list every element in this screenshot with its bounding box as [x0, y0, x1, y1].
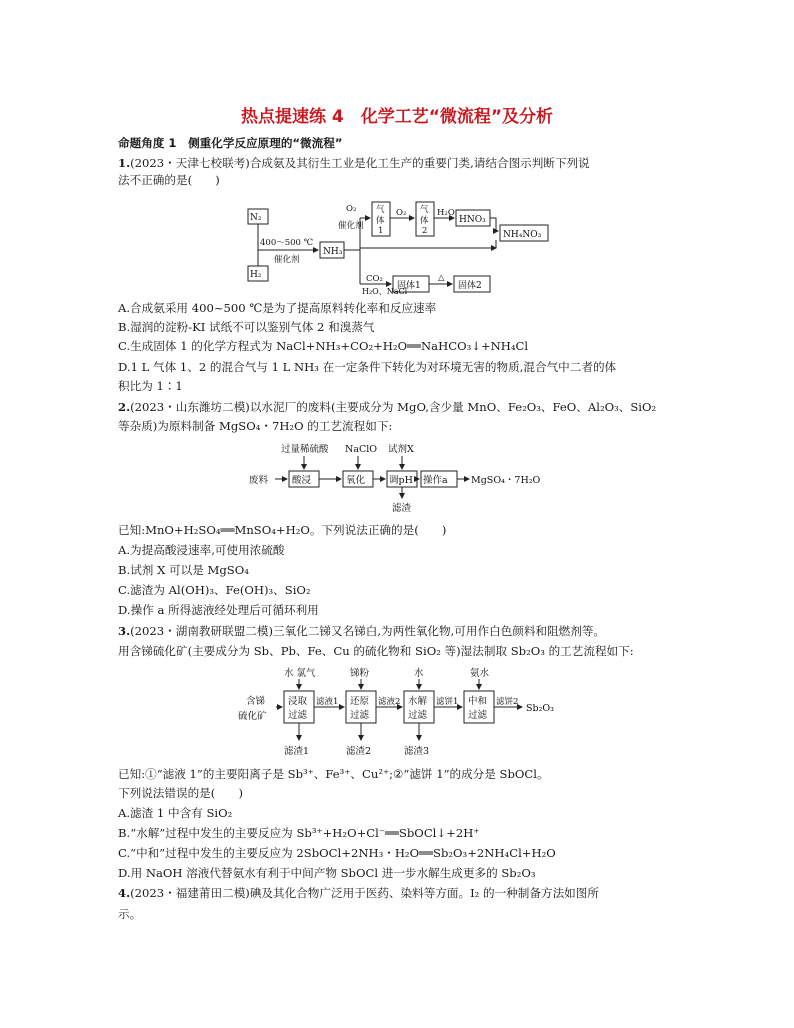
q1-option-c: C.生成固体 1 的化学方程式为 NaCl+NH₃+CO₂+H₂O══NaHCO₃↓+NH₄Cl: [118, 339, 529, 353]
gas2-char3: 2: [422, 226, 428, 236]
q1-option-a: A.合成氨采用 400~500 ℃是为了提高原料转化率和反应速率: [118, 301, 437, 315]
q3-option-d: D.用 NaOH 溶液代替氨水有利于中间产物 SbOCl 进一步水解生成更多的 Sb₂O₃: [118, 866, 536, 880]
q3-option-c: C.“中和”过程中发生的主要反应为 2SbOCl+2NH₃・H₂O══Sb₂O₃+2NH₄Cl+H₂O: [118, 846, 556, 860]
q3-stem-line2: 用含锑硫化矿(主要成分为 Sb、Pb、Fe、Cu 的硫化物和 SiO₂ 等)湿法制取 Sb₂O₃ 的工艺流程如下:: [118, 644, 634, 658]
heat-symbol: △: [438, 273, 445, 283]
q3-number: 3.: [118, 624, 131, 638]
reagent-water: 水: [414, 668, 424, 679]
h2-label: H₂: [250, 270, 262, 280]
q4-stem-text1: (2023・福建莆田二模)碘及其化合物广泛用于医药、染料等方面。I₂ 的一种制备方法如图所: [130, 886, 599, 900]
step-operation-a: 操作a: [423, 475, 448, 486]
q3-known: 已知:①“滤液 1”的主要阳离子是 Sb³⁺、Fe³⁺、Cu²⁺;②“滤饼 1”的成分是 SbOCl。: [118, 767, 549, 781]
step-neutralize: 中和: [468, 696, 488, 707]
q3-option-b: B.“水解”过程中发生的主要反应为 Sb³⁺+H₂O+Cl⁻══SbOCl↓+2H⁺: [118, 826, 480, 840]
q3-ask: 下列说法错误的是( ): [118, 786, 243, 800]
residue-3: 滤渣3: [404, 746, 430, 757]
step-reduce: 还原: [350, 696, 370, 707]
reagent-water-chlorine: 水 氯气: [284, 668, 316, 679]
condition-temp: 400～500 ℃: [260, 238, 314, 248]
step-hydrolysis-filter: 过滤: [408, 710, 428, 721]
filter-cake-2: 滤饼2: [496, 697, 519, 707]
q2-option-b: B.试剂 X 可以是 MgSO₄: [118, 563, 249, 577]
q1-stem-text1: (2023・天津七校联考)合成氨及其衍生工业是化工生产的重要门类,请结合图示判断下列说: [130, 156, 590, 170]
q1-option-d-line2: 积比为 1∶1: [118, 379, 183, 393]
product-mgso4: MgSO₄・7H₂O: [471, 475, 541, 486]
q3-stem-line1: [118, 623, 605, 639]
residue-2: 滤渣2: [346, 746, 372, 757]
co2-reagent: CO₂: [366, 274, 383, 284]
q4-stem-line1: [118, 885, 599, 901]
residue-label: 滤渣: [392, 503, 412, 514]
gas1-char1: 气: [376, 205, 385, 215]
step-oxidize: 氧化: [346, 475, 366, 486]
o2-reagent-2: O₂: [396, 208, 407, 218]
nh4no3-label: NH₄NO₃: [503, 230, 542, 240]
step-leach: 浸取: [288, 696, 308, 707]
q2-stem-line2: 等杂质)为原料制备 MgSO₄・7H₂O 的工艺流程如下:: [118, 419, 393, 433]
gas1-char3: 1: [378, 226, 384, 236]
catalyst-reagent: 催化剂: [338, 221, 364, 231]
q1-option-b: B.湿润的淀粉-KI 试纸不可以鉴别气体 2 和溴蒸气: [118, 320, 375, 334]
feed-line1: 含锑: [246, 696, 266, 707]
q1-stem-line1: [118, 155, 590, 171]
page-title: 热点提速练 4 化学工艺“微流程”及分析: [240, 107, 554, 127]
solid1-label: 固体1: [397, 281, 421, 291]
gas2-char2: 体: [420, 216, 429, 226]
q2-stem-text1: (2023・山东潍坊二模)以水泥厂的废料(主要成分为 MgO,含少量 MnO、Fe₂O₃、FeO、Al₂O₃、SiO₂: [130, 400, 657, 414]
reagent-ammonia: 氨水: [470, 668, 490, 679]
q2-stem-line1: [118, 399, 656, 415]
q2-option-c: C.滤渣为 Al(OH)₃、Fe(OH)₃、SiO₂: [118, 583, 311, 597]
solid2-label: 固体2: [458, 281, 482, 291]
filtrate-1: 滤液1: [316, 697, 339, 707]
n2-label: N₂: [250, 213, 262, 223]
step-reduce-filter: 过滤: [350, 710, 370, 721]
q2-option-d: D.操作 a 所得滤液经处理后可循环利用: [118, 603, 319, 617]
step-neutralize-filter: 过滤: [468, 710, 488, 721]
gas1-char2: 体: [376, 216, 385, 226]
q2-known: 已知:MnO+H₂SO₄══MnSO₄+H₂O。下列说法正确的是( ): [118, 523, 447, 537]
feed-line2: 硫化矿: [238, 711, 267, 722]
step-acid-leach: 酸浸: [292, 475, 312, 486]
product-sb2o3: Sb₂O₃: [526, 703, 554, 714]
step-leach-filter: 过滤: [288, 710, 308, 721]
residue-1: 滤渣1: [284, 746, 310, 757]
h2o-reagent: H₂O: [437, 208, 455, 218]
q1-number: 1.: [118, 156, 131, 170]
h2o-nacl-reagent: H₂O、NaCl: [362, 287, 408, 296]
feed-waste: 废料: [249, 475, 269, 486]
step-hydrolysis: 水解: [408, 696, 428, 707]
q2-number: 2.: [118, 400, 131, 414]
q4-number: 4.: [118, 886, 131, 900]
nh3-label: NH₃: [323, 247, 343, 257]
section-heading: 命题角度 1 侧重化学反应原理的“微流程”: [118, 136, 343, 150]
q1-option-d-line1: D.1 L 气体 1、2 的混合气与 1 L NH₃ 在一定条件下转化为对环境无害的物质,混合气中二者的体: [118, 360, 617, 374]
q2-option-a: A.为提高酸浸速率,可使用浓硫酸: [118, 543, 285, 557]
q3-option-a: A.滤渣 1 中含有 SiO₂: [118, 806, 233, 820]
q1-flow-diagram: [240, 200, 560, 300]
reagent-sb-powder: 锑粉: [350, 668, 370, 679]
condition-catalyst: 催化剂: [274, 255, 300, 265]
q4-stem-line2: 示。: [118, 907, 142, 921]
gas2-char1: 气: [420, 205, 429, 215]
reagent-x: 试剂X: [388, 444, 414, 455]
filter-cake-1: 滤饼1: [436, 697, 459, 707]
reagent-dilute-h2so4: 过量稀硫酸: [281, 444, 329, 455]
hno3-label: HNO₃: [459, 215, 486, 225]
q3-stem-text1: (2023・湖南教研联盟二模)三氧化二锑又名锑白,为两性氧化物,可用作白色颜料和阻燃剂等。: [130, 624, 606, 638]
q1-stem-line2: 法不正确的是( ): [118, 173, 220, 187]
q3-flow-diagram: [236, 664, 576, 762]
reagent-naclo: NaClO: [345, 444, 378, 455]
step-adjust-ph: 调pH: [389, 475, 413, 486]
filtrate-2: 滤液2: [378, 697, 401, 707]
q2-flow-diagram: [245, 438, 565, 516]
o2-reagent-1: O₂: [346, 204, 357, 214]
